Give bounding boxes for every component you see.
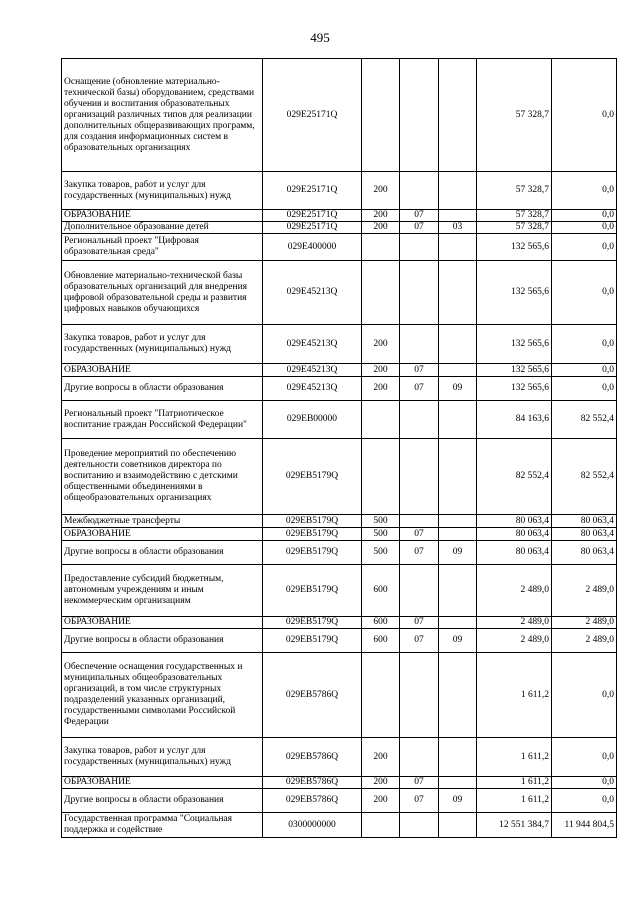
section-code-cell — [400, 738, 439, 777]
amount-year-2-cell: 0,0 — [552, 234, 617, 261]
table-row — [62, 377, 617, 401]
item-name-cell: Дополнительное образование детей — [62, 222, 263, 234]
target-article-code-cell: 029E25171Q — [263, 172, 362, 210]
expense-type-code-cell — [362, 813, 400, 838]
amount-year-2-cell: 0,0 — [552, 325, 617, 364]
table-row — [62, 222, 617, 234]
amount-year-2-cell: 0,0 — [552, 172, 617, 210]
section-code-cell — [400, 59, 439, 172]
item-name-cell: Оснащение (обновление материально-технической базы) оборудованием, средствами обучения и воспитания образовательных организаций различных типов для реализации дополнительных общеразвивающих программ, для создания информационных систем в образовательных организациях — [62, 59, 263, 172]
subsection-code-cell — [439, 777, 477, 789]
expense-type-code-cell — [362, 261, 400, 325]
item-name-cell: ОБРАЗОВАНИЕ — [62, 364, 263, 377]
amount-year-1-cell: 132 565,6 — [477, 234, 552, 261]
amount-year-2-cell: 0,0 — [552, 364, 617, 377]
expense-type-code-cell: 200 — [362, 325, 400, 364]
target-article-code-cell: 0300000000 — [263, 813, 362, 838]
amount-year-1-cell: 57 328,7 — [477, 222, 552, 234]
section-code-cell — [400, 172, 439, 210]
section-code-cell: 07 — [400, 789, 439, 813]
item-name-cell: Обновление материально-технической базы образовательных организаций для внедрения цифровой образовательной среды и развития цифровых навыков обучающихся — [62, 261, 263, 325]
table-row — [62, 172, 617, 210]
target-article-code-cell: 029EB5179Q — [263, 617, 362, 629]
amount-year-2-cell: 2 489,0 — [552, 565, 617, 617]
target-article-code-cell: 029EB5179Q — [263, 439, 362, 515]
amount-year-2-cell: 0,0 — [552, 210, 617, 222]
amount-year-1-cell: 2 489,0 — [477, 629, 552, 653]
expense-type-code-cell: 500 — [362, 528, 400, 541]
table-row — [62, 565, 617, 617]
item-name-cell: ОБРАЗОВАНИЕ — [62, 528, 263, 541]
amount-year-1-cell: 80 063,4 — [477, 515, 552, 528]
subsection-code-cell — [439, 59, 477, 172]
table-row — [62, 234, 617, 261]
table-row — [62, 59, 617, 172]
amount-year-1-cell: 80 063,4 — [477, 541, 552, 565]
target-article-code-cell: 029E25171Q — [263, 210, 362, 222]
table-row — [62, 738, 617, 777]
item-name-cell: Другие вопросы в области образования — [62, 629, 263, 653]
section-code-cell: 07 — [400, 629, 439, 653]
expense-type-code-cell: 500 — [362, 515, 400, 528]
expense-type-code-cell: 600 — [362, 617, 400, 629]
table-row — [62, 617, 617, 629]
item-name-cell: Закупка товаров, работ и услуг для государственных (муниципальных) нужд — [62, 172, 263, 210]
section-code-cell: 07 — [400, 377, 439, 401]
expense-type-code-cell: 600 — [362, 629, 400, 653]
amount-year-1-cell: 132 565,6 — [477, 377, 552, 401]
subsection-code-cell: 09 — [439, 541, 477, 565]
section-code-cell — [400, 565, 439, 617]
expense-type-code-cell: 200 — [362, 738, 400, 777]
amount-year-1-cell: 12 551 384,7 — [477, 813, 552, 838]
amount-year-2-cell: 80 063,4 — [552, 515, 617, 528]
item-name-cell: Другие вопросы в области образования — [62, 789, 263, 813]
amount-year-1-cell: 1 611,2 — [477, 653, 552, 738]
expense-type-code-cell: 500 — [362, 541, 400, 565]
item-name-cell: Региональный проект "Цифровая образовательная среда" — [62, 234, 263, 261]
expense-type-code-cell: 200 — [362, 377, 400, 401]
amount-year-1-cell: 132 565,6 — [477, 261, 552, 325]
target-article-code-cell: 029E25171Q — [263, 222, 362, 234]
expense-type-code-cell: 200 — [362, 210, 400, 222]
target-article-code-cell: 029EB5786Q — [263, 777, 362, 789]
item-name-cell: Закупка товаров, работ и услуг для государственных (муниципальных) нужд — [62, 325, 263, 364]
budget-table — [61, 58, 617, 838]
target-article-code-cell: 029E400000 — [263, 234, 362, 261]
subsection-code-cell — [439, 515, 477, 528]
target-article-code-cell: 029E45213Q — [263, 364, 362, 377]
expense-type-code-cell — [362, 439, 400, 515]
amount-year-2-cell: 0,0 — [552, 261, 617, 325]
section-code-cell: 07 — [400, 777, 439, 789]
section-code-cell — [400, 515, 439, 528]
amount-year-2-cell: 80 063,4 — [552, 528, 617, 541]
subsection-code-cell — [439, 439, 477, 515]
amount-year-2-cell: 0,0 — [552, 653, 617, 738]
item-name-cell: Обеспечение оснащения государственных и муниципальных общеобразовательных организаций, в том числе структурных подразделений указанных организаций, государственными символами Российской Федерации — [62, 653, 263, 738]
section-code-cell: 07 — [400, 222, 439, 234]
expense-type-code-cell: 200 — [362, 777, 400, 789]
target-article-code-cell: 029E45213Q — [263, 261, 362, 325]
amount-year-2-cell: 2 489,0 — [552, 617, 617, 629]
table-row — [62, 777, 617, 789]
subsection-code-cell — [439, 210, 477, 222]
table-row — [62, 541, 617, 565]
amount-year-1-cell: 84 163,6 — [477, 401, 552, 439]
subsection-code-cell — [439, 401, 477, 439]
target-article-code-cell: 029EB5179Q — [263, 541, 362, 565]
subsection-code-cell — [439, 617, 477, 629]
section-code-cell — [400, 261, 439, 325]
amount-year-2-cell: 11 944 804,5 — [552, 813, 617, 838]
section-code-cell — [400, 325, 439, 364]
item-name-cell: Государственная программа "Социальная поддержка и содействие — [62, 813, 263, 838]
target-article-code-cell: 029E45213Q — [263, 325, 362, 364]
target-article-code-cell: 029EB5179Q — [263, 515, 362, 528]
subsection-code-cell — [439, 565, 477, 617]
expense-type-code-cell: 200 — [362, 789, 400, 813]
subsection-code-cell — [439, 234, 477, 261]
target-article-code-cell: 029EB00000 — [263, 401, 362, 439]
subsection-code-cell: 09 — [439, 629, 477, 653]
table-row — [62, 653, 617, 738]
subsection-code-cell: 09 — [439, 789, 477, 813]
budget-table-body — [62, 59, 617, 838]
amount-year-2-cell: 2 489,0 — [552, 629, 617, 653]
amount-year-1-cell: 82 552,4 — [477, 439, 552, 515]
subsection-code-cell — [439, 813, 477, 838]
section-code-cell — [400, 653, 439, 738]
subsection-code-cell — [439, 738, 477, 777]
amount-year-1-cell: 57 328,7 — [477, 210, 552, 222]
section-code-cell: 07 — [400, 541, 439, 565]
section-code-cell: 07 — [400, 617, 439, 629]
section-code-cell: 07 — [400, 528, 439, 541]
amount-year-2-cell: 82 552,4 — [552, 401, 617, 439]
section-code-cell: 07 — [400, 364, 439, 377]
target-article-code-cell: 029EB5179Q — [263, 528, 362, 541]
table-row — [62, 439, 617, 515]
item-name-cell: Проведение мероприятий по обеспечению деятельности советников директора по воспитанию и взаимодействию с детскими общественными объединениями в общеобразовательных организациях — [62, 439, 263, 515]
target-article-code-cell: 029EB5179Q — [263, 629, 362, 653]
amount-year-1-cell: 1 611,2 — [477, 777, 552, 789]
amount-year-2-cell: 0,0 — [552, 738, 617, 777]
amount-year-2-cell: 0,0 — [552, 222, 617, 234]
expense-type-code-cell — [362, 234, 400, 261]
subsection-code-cell — [439, 172, 477, 210]
amount-year-2-cell: 0,0 — [552, 777, 617, 789]
section-code-cell: 07 — [400, 210, 439, 222]
table-row — [62, 210, 617, 222]
item-name-cell: Закупка товаров, работ и услуг для государственных (муниципальных) нужд — [62, 738, 263, 777]
item-name-cell: Другие вопросы в области образования — [62, 541, 263, 565]
subsection-code-cell — [439, 325, 477, 364]
item-name-cell: ОБРАЗОВАНИЕ — [62, 777, 263, 789]
item-name-cell: Межбюджетные трансферты — [62, 515, 263, 528]
target-article-code-cell: 029E45213Q — [263, 377, 362, 401]
target-article-code-cell: 029EB5179Q — [263, 565, 362, 617]
target-article-code-cell: 029E25171Q — [263, 59, 362, 172]
target-article-code-cell: 029EB5786Q — [263, 653, 362, 738]
expense-type-code-cell: 600 — [362, 565, 400, 617]
subsection-code-cell — [439, 528, 477, 541]
item-name-cell: Другие вопросы в области образования — [62, 377, 263, 401]
section-code-cell — [400, 813, 439, 838]
amount-year-2-cell: 0,0 — [552, 377, 617, 401]
subsection-code-cell: 03 — [439, 222, 477, 234]
table-row — [62, 364, 617, 377]
amount-year-2-cell: 82 552,4 — [552, 439, 617, 515]
table-row — [62, 261, 617, 325]
item-name-cell: ОБРАЗОВАНИЕ — [62, 210, 263, 222]
table-row — [62, 813, 617, 838]
amount-year-1-cell: 2 489,0 — [477, 565, 552, 617]
page-number: 495 — [310, 30, 330, 45]
table-row — [62, 401, 617, 439]
amount-year-2-cell: 80 063,4 — [552, 541, 617, 565]
table-row — [62, 528, 617, 541]
table-row — [62, 789, 617, 813]
expense-type-code-cell: 200 — [362, 172, 400, 210]
subsection-code-cell — [439, 364, 477, 377]
expense-type-code-cell — [362, 401, 400, 439]
section-code-cell — [400, 439, 439, 515]
target-article-code-cell: 029EB5786Q — [263, 789, 362, 813]
amount-year-1-cell: 57 328,7 — [477, 59, 552, 172]
amount-year-1-cell: 132 565,6 — [477, 364, 552, 377]
table-row — [62, 325, 617, 364]
subsection-code-cell — [439, 261, 477, 325]
target-article-code-cell: 029EB5786Q — [263, 738, 362, 777]
amount-year-1-cell: 80 063,4 — [477, 528, 552, 541]
expense-type-code-cell — [362, 653, 400, 738]
subsection-code-cell: 09 — [439, 377, 477, 401]
item-name-cell: ОБРАЗОВАНИЕ — [62, 617, 263, 629]
amount-year-2-cell: 0,0 — [552, 59, 617, 172]
amount-year-1-cell: 1 611,2 — [477, 789, 552, 813]
table-row — [62, 515, 617, 528]
amount-year-1-cell: 57 328,7 — [477, 172, 552, 210]
amount-year-1-cell: 1 611,2 — [477, 738, 552, 777]
section-code-cell — [400, 234, 439, 261]
subsection-code-cell — [439, 653, 477, 738]
section-code-cell — [400, 401, 439, 439]
amount-year-1-cell: 132 565,6 — [477, 325, 552, 364]
item-name-cell: Предоставление субсидий бюджетным, автономным учреждениям и иным некоммерческим организациям — [62, 565, 263, 617]
expense-type-code-cell: 200 — [362, 222, 400, 234]
expense-type-code-cell: 200 — [362, 364, 400, 377]
expense-type-code-cell — [362, 59, 400, 172]
amount-year-1-cell: 2 489,0 — [477, 617, 552, 629]
amount-year-2-cell: 0,0 — [552, 789, 617, 813]
table-row — [62, 629, 617, 653]
item-name-cell: Региональный проект "Патриотическое воспитание граждан Российской Федерации" — [62, 401, 263, 439]
